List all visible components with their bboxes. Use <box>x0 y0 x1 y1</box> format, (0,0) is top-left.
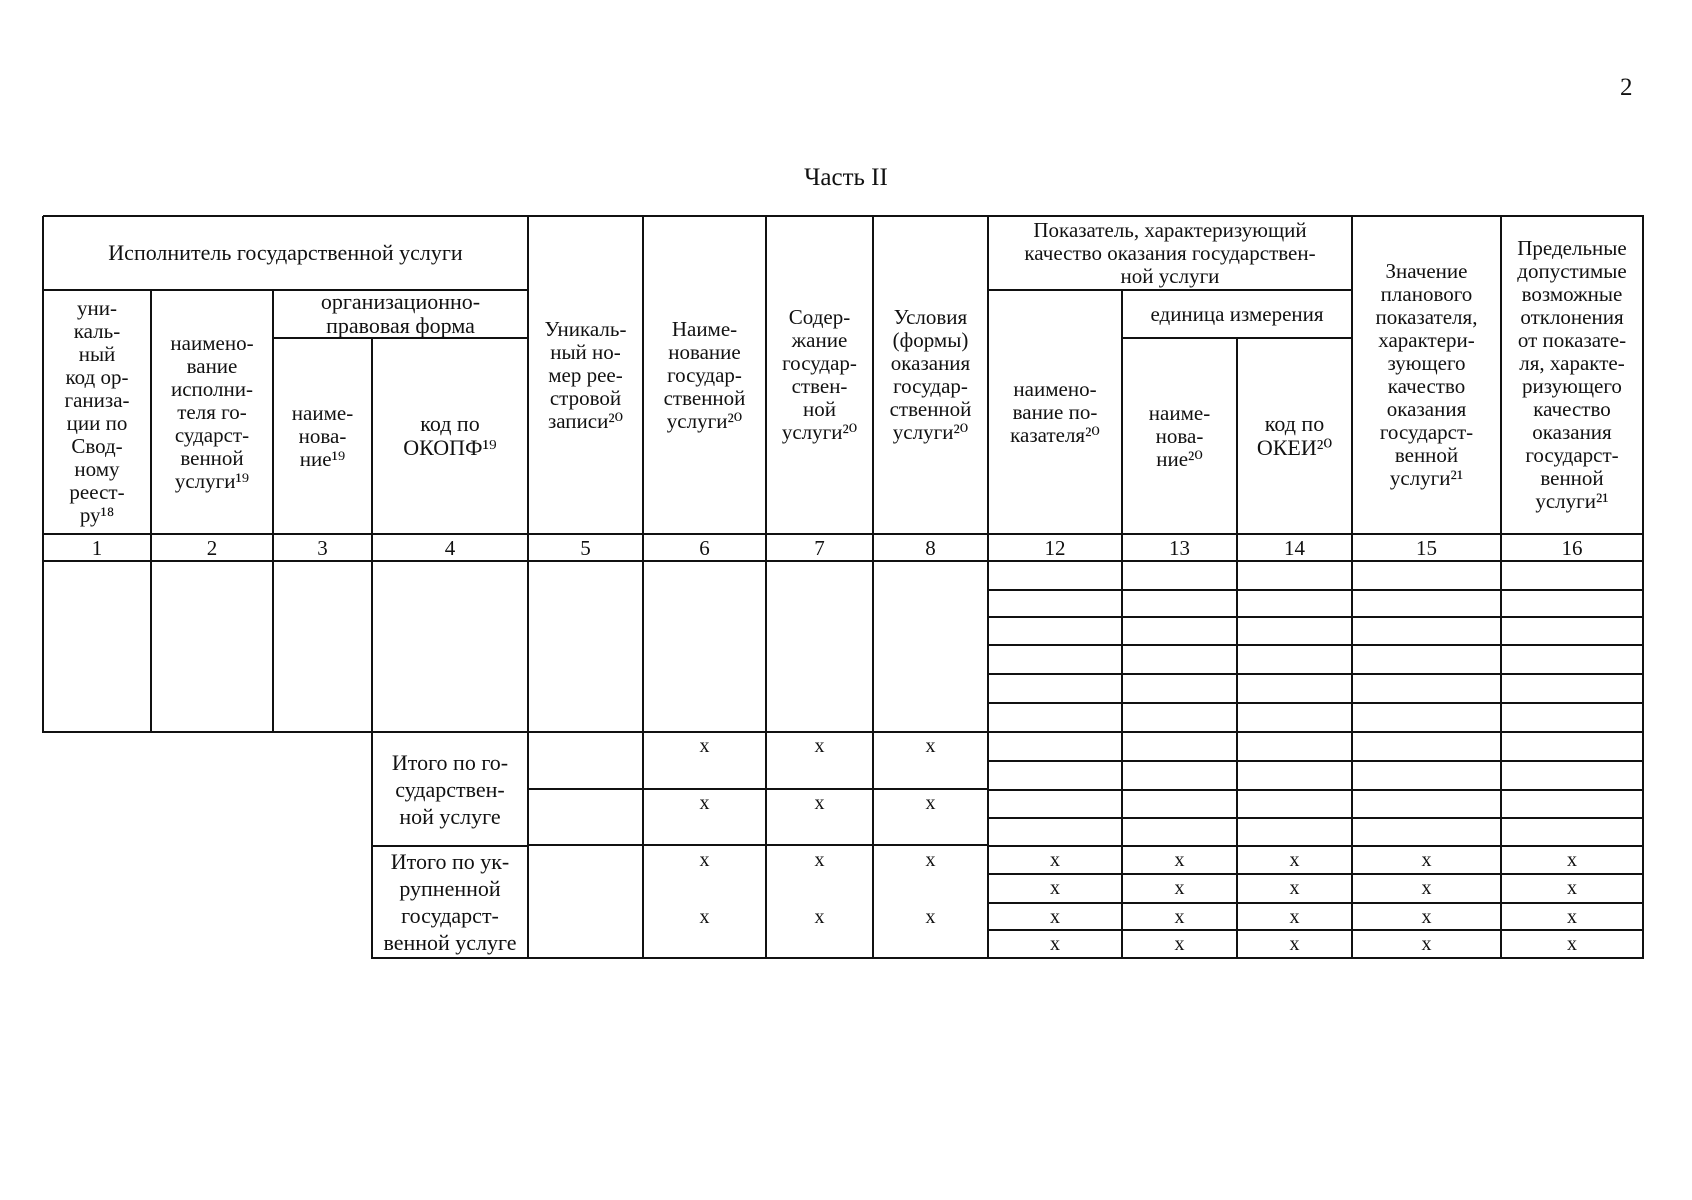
header-col16-text: Предельные допустимые возможные отклонения от показате- ля, характе- ризующего качество оказания государст- венной услуги²¹ <box>1517 236 1627 513</box>
column-number-13 <box>1122 534 1237 561</box>
x-mark-text: x <box>1421 849 1432 871</box>
header-org-form-group <box>273 290 528 338</box>
part-title: Часть II <box>804 164 888 191</box>
x-mark-text: x <box>1174 849 1185 871</box>
x-mark <box>643 846 766 873</box>
header-col7-text: Содер- жание государ- ствен- ной услуги²⁰ <box>781 305 858 444</box>
header-col12 <box>988 290 1122 534</box>
x-mark-text: x <box>1421 933 1432 955</box>
header-col2 <box>151 290 273 534</box>
x-mark <box>988 930 1122 958</box>
service-total-label <box>372 732 528 846</box>
column-number-7-text: 7 <box>814 535 825 560</box>
header-col6-text: Наиме- нование государ- ственной услуги²⁰ <box>663 316 746 433</box>
x-mark <box>1122 874 1237 902</box>
x-mark-text: x <box>699 848 710 871</box>
x-mark-text: x <box>814 734 825 757</box>
x-mark <box>1237 903 1352 931</box>
x-mark <box>766 846 873 873</box>
header-indicator-group <box>988 216 1352 290</box>
x-mark <box>1501 846 1643 874</box>
x-mark-text: x <box>814 905 825 928</box>
header-col1 <box>43 290 151 534</box>
x-mark-text: x <box>1567 877 1577 899</box>
x-mark-text: x <box>1174 933 1185 955</box>
x-mark-text: x <box>699 734 710 757</box>
x-mark-text: x <box>1174 906 1185 928</box>
x-mark-text: x <box>1421 906 1432 928</box>
header-col4 <box>372 338 528 534</box>
column-number-8-text: 8 <box>925 535 936 560</box>
header-col14 <box>1237 338 1352 534</box>
header-executor-group-text: Исполнитель государственной услуги <box>108 240 463 265</box>
column-number-12 <box>988 534 1122 561</box>
x-mark <box>1352 903 1501 931</box>
header-col15-text: Значение планового показателя, характери- зующего качество оказания государст- венной услуги²¹ <box>1375 259 1478 490</box>
x-mark <box>988 903 1122 931</box>
header-col5-text: Уникаль- ный но- мер рее- стровой записи²⁰ <box>544 316 627 433</box>
header-col3 <box>273 338 372 534</box>
header-unit-group-text: единица измерения <box>1150 301 1324 326</box>
column-number-14-text: 14 <box>1284 535 1305 560</box>
x-mark <box>766 903 873 930</box>
column-number-6-text: 6 <box>699 535 710 560</box>
column-number-5 <box>528 534 643 561</box>
column-number-13-text: 13 <box>1169 535 1190 560</box>
x-mark <box>1237 874 1352 902</box>
page-number: 2 <box>1620 74 1633 101</box>
column-number-6 <box>643 534 766 561</box>
x-mark <box>1237 930 1352 958</box>
column-number-15 <box>1352 534 1501 561</box>
column-number-4-text: 4 <box>444 535 456 560</box>
header-col14-text: код по ОКЕИ²⁰ <box>1256 411 1333 460</box>
header-col12-text: наимено- вание по- казателя²⁰ <box>1010 376 1100 447</box>
x-mark <box>1237 846 1352 874</box>
column-number-15-text: 15 <box>1416 535 1437 560</box>
x-mark <box>873 846 988 873</box>
x-mark-text: x <box>1050 906 1060 928</box>
x-mark-text: x <box>925 791 936 814</box>
header-unit-group <box>1122 290 1352 338</box>
x-mark <box>873 789 988 816</box>
x-mark-text: x <box>1050 877 1060 899</box>
header-executor-group <box>43 216 528 290</box>
column-number-8 <box>873 534 988 561</box>
x-mark-text: x <box>699 791 710 814</box>
header-col13-text: наиме- нова- ние²⁰ <box>1148 400 1211 471</box>
header-col1-text: уни- каль- ный код ор- ганиза- ции по Свод- ному реест- ру¹⁸ <box>64 296 130 527</box>
header-col8 <box>873 216 988 534</box>
enlarged-total-label <box>372 846 528 958</box>
x-mark <box>873 732 988 759</box>
x-mark-text: x <box>1050 933 1060 955</box>
header-col7 <box>766 216 873 534</box>
column-number-16 <box>1501 534 1643 561</box>
column-number-7 <box>766 534 873 561</box>
column-number-12-text: 12 <box>1044 535 1066 560</box>
x-mark-text: x <box>1289 877 1300 899</box>
service-total-label-text: Итого по го- сударствен- ной услуге <box>391 749 509 829</box>
x-mark <box>1352 930 1501 958</box>
x-mark <box>1501 903 1643 931</box>
header-col3-text: наиме- нова- ние¹⁹ <box>291 400 354 471</box>
x-mark <box>643 789 766 816</box>
column-number-2-text: 2 <box>206 535 218 560</box>
x-mark <box>1122 846 1237 874</box>
x-mark-text: x <box>1567 849 1577 871</box>
column-number-14 <box>1237 534 1352 561</box>
column-number-3 <box>273 534 372 561</box>
x-mark <box>1501 930 1643 958</box>
x-mark-text: x <box>1174 877 1185 899</box>
x-mark-text: x <box>814 791 825 814</box>
x-mark-text: x <box>1050 849 1060 871</box>
column-number-2 <box>151 534 273 561</box>
header-col16 <box>1501 216 1643 534</box>
column-number-3-text: 3 <box>317 535 328 560</box>
column-number-5-text: 5 <box>580 535 591 560</box>
header-col2-text: наимено- вание исполни- теля го- сударст- венной услуги¹⁹ <box>170 330 254 493</box>
header-col5 <box>528 216 643 534</box>
x-mark-text: x <box>925 734 936 757</box>
x-mark-text: x <box>1289 906 1300 928</box>
header-col8-text: Условия (формы) оказания государ- ственной услуги²⁰ <box>889 305 972 444</box>
header-col15 <box>1352 216 1501 534</box>
x-mark-text: x <box>699 905 710 928</box>
column-number-1 <box>43 534 151 561</box>
x-mark <box>873 903 988 930</box>
header-org-form-group-text: организационно- правовая форма <box>320 289 481 338</box>
x-mark <box>988 846 1122 874</box>
x-mark-text: x <box>814 848 825 871</box>
x-mark-text: x <box>1289 933 1300 955</box>
x-mark-text: x <box>1567 906 1577 928</box>
x-mark-text: x <box>1289 849 1300 871</box>
header-indicator-group-text: Показатель, характеризующий качество оказания государствен- ной услуги <box>1024 217 1316 288</box>
x-mark-text: x <box>1421 877 1432 899</box>
x-mark <box>643 732 766 759</box>
x-mark <box>766 732 873 759</box>
x-mark <box>1122 930 1237 958</box>
x-mark <box>1352 846 1501 874</box>
x-mark <box>1122 903 1237 931</box>
x-mark <box>1352 874 1501 902</box>
x-mark-text: x <box>925 848 936 871</box>
enlarged-total-label-text: Итого по ук- рупненной государст- венной услуге <box>383 849 517 955</box>
x-mark <box>1501 874 1643 902</box>
x-mark-text: x <box>1567 933 1577 955</box>
x-mark <box>766 789 873 816</box>
column-number-1-text: 1 <box>91 535 103 560</box>
header-col4-text: код по ОКОПФ¹⁹ <box>403 411 497 460</box>
x-mark <box>643 903 766 930</box>
column-number-4 <box>372 534 528 561</box>
x-mark <box>988 874 1122 902</box>
column-number-16-text: 16 <box>1561 535 1583 560</box>
header-col6 <box>643 216 766 534</box>
x-mark-text: x <box>925 905 936 928</box>
header-col13 <box>1122 338 1237 534</box>
